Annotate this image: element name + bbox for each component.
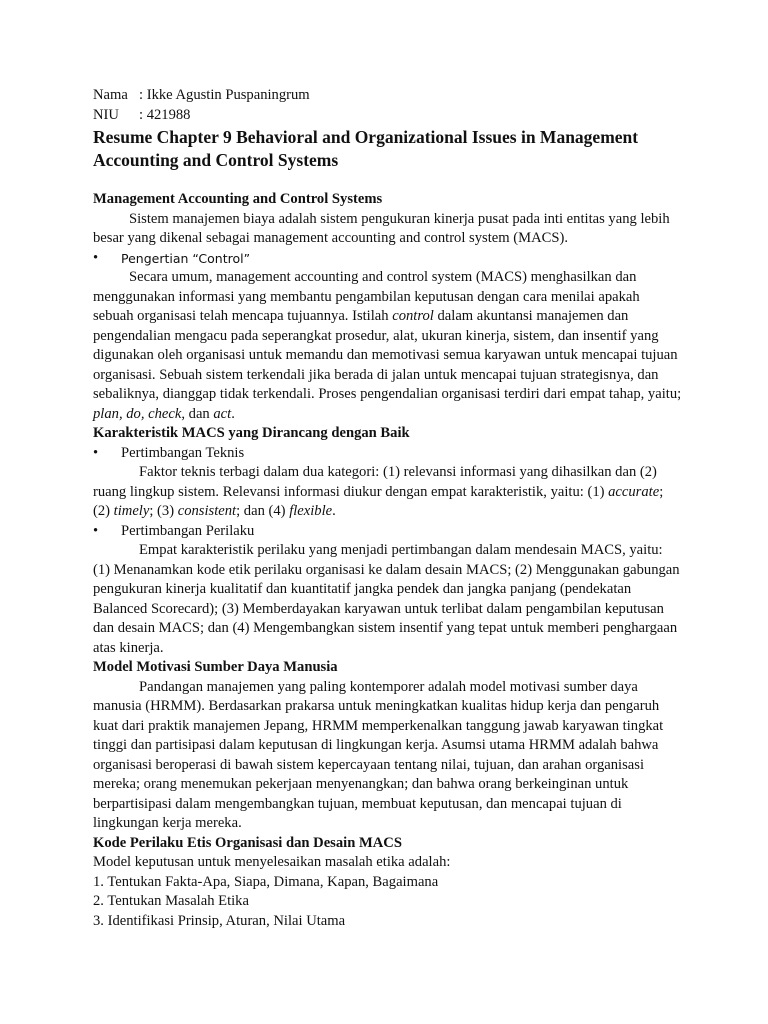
hrmm-paragraph: Pandangan manajemen yang paling kontemporer adalah model motivasi sumber daya manusia (HRMM). Berdasarkan prakarsa untuk meningkatkan kualitas hidup kerja dan pengaruh kuat dari praktik manajemen Jepang, HRMM memperkenalkan tanggung jawab karyawan tingkat tinggi dan partisipasi dalam keputusan di lingkungan kerja. Asumsi utama HRMM adalah bahwa organisasi beroperasi di bawah sistem kepercayaan tentang nilai, tujuan, dan arahan organisasi mereka; orang menemukan pekerjaan menyenangkan; dan bahwa orang berkeinginan untuk berpartisipasi dalam mengembangkan tujuan, membuat keputusan, dan mencapai tujuan di lingkungan kerja mereka. — [93, 678, 664, 831]
bullet-icon: • — [93, 249, 99, 266]
niu-label: NIU — [93, 106, 119, 123]
bullet-icon: • — [93, 444, 99, 461]
list-item: 2. Tentukan Masalah Etika — [93, 893, 249, 909]
bullet-icon: • — [93, 522, 99, 539]
name-row — [93, 86, 683, 106]
bullet-control — [93, 249, 683, 269]
bullet-teknis — [93, 444, 683, 464]
document-body — [93, 86, 683, 931]
niu-row — [93, 106, 683, 126]
name-label: Nama — [93, 87, 128, 103]
list-item: 1. Tentukan Fakta-Apa, Siapa, Dimana, Kapan, Bagaimana — [93, 873, 439, 890]
bullet-teknis-label: Pertimbangan Teknis — [121, 444, 245, 461]
heading-karakteristik: Karakteristik MACS yang Dirancang dengan Baik — [93, 425, 410, 441]
bullet-control-label: Pengertian “Control” — [121, 250, 251, 266]
bullet-perilaku-label: Pertimbangan Perilaku — [121, 522, 255, 539]
document-title: Resume Chapter 9 Behavioral and Organizational Issues in Management Accounting and Control Systems — [93, 127, 639, 170]
teknis-paragraph: Faktor teknis terbagi dalam dua kategori: (1) relevansi informasi yang dihasilkan dan (2) ruang lingkup sistem. Relevansi informasi diukur dengan empat karakteristik, yaitu: (1) accurate; (2) timely; (3) consistent; dan (4) flexible. — [93, 464, 664, 519]
heading-etika: Kode Perilaku Etis Organisasi dan Desain MACS — [93, 834, 402, 851]
etika-intro: Model keputusan untuk menyelesaikan masalah etika adalah: — [93, 854, 451, 870]
perilaku-paragraph: Empat karakteristik perilaku yang menjadi pertimbangan dalam mendesain MACS, yaitu: (1) Menanamkan kode etik perilaku organisasi ke dalam desain MACS; (2) Menggunakan gabungan pengukuran kinerja kualitatif dan kuantitatif jangka pendek dan jangka panjang (pendekatan Balanced Scorecard); (3) Memberdayakan karyawan untuk terlibat dalam pengambilan keputusan dan desain MACS; dan (4) Mengembangkan sistem insentif yang tepat untuk memberi penghargaan atas kinerja. — [93, 542, 680, 656]
niu-value: : 421988 — [139, 106, 191, 123]
macs-control-paragraph: Secara umum, management accounting and control system (MACS) menghasilkan dan menggunakan informasi yang membantu pengambilan keputusan dengan cara menilai apakah sebuah organisasi telah mencapa tujuannya. Istilah control dalam akuntansi manajemen dan pengendalian mengacu pada seperangkat prosedur, alat, ukuran kinerja, sistem, dan insentif yang digunakan oleh organisasi untuk memandu dan memotivasi semua karyawan untuk mencapai tujuan organisasi. Sebuah sistem terkendali jika berada di jalan untuk mencapai tujuan strategisnya, dan sebaliknya, dianggap tidak terkendali. Proses pengendalian organisasi terdiri dari empat tahap, yaitu; plan, do, check, dan act. — [93, 269, 682, 422]
heading-macs: Management Accounting and Control Systems — [93, 191, 383, 207]
heading-hrmm: Model Motivasi Sumber Daya Manusia — [93, 659, 338, 675]
macs-intro: Sistem manajemen biaya adalah sistem pengukuran kinerja pusat pada inti entitas yang lebih besar yang dikenal sebagai management accounting and control system (MACS). — [93, 210, 670, 246]
bullet-perilaku — [93, 522, 683, 542]
name-value: : Ikke Agustin Puspaningrum — [139, 87, 310, 103]
list-item: 3. Identifikasi Prinsip, Aturan, Nilai Utama — [93, 912, 346, 929]
